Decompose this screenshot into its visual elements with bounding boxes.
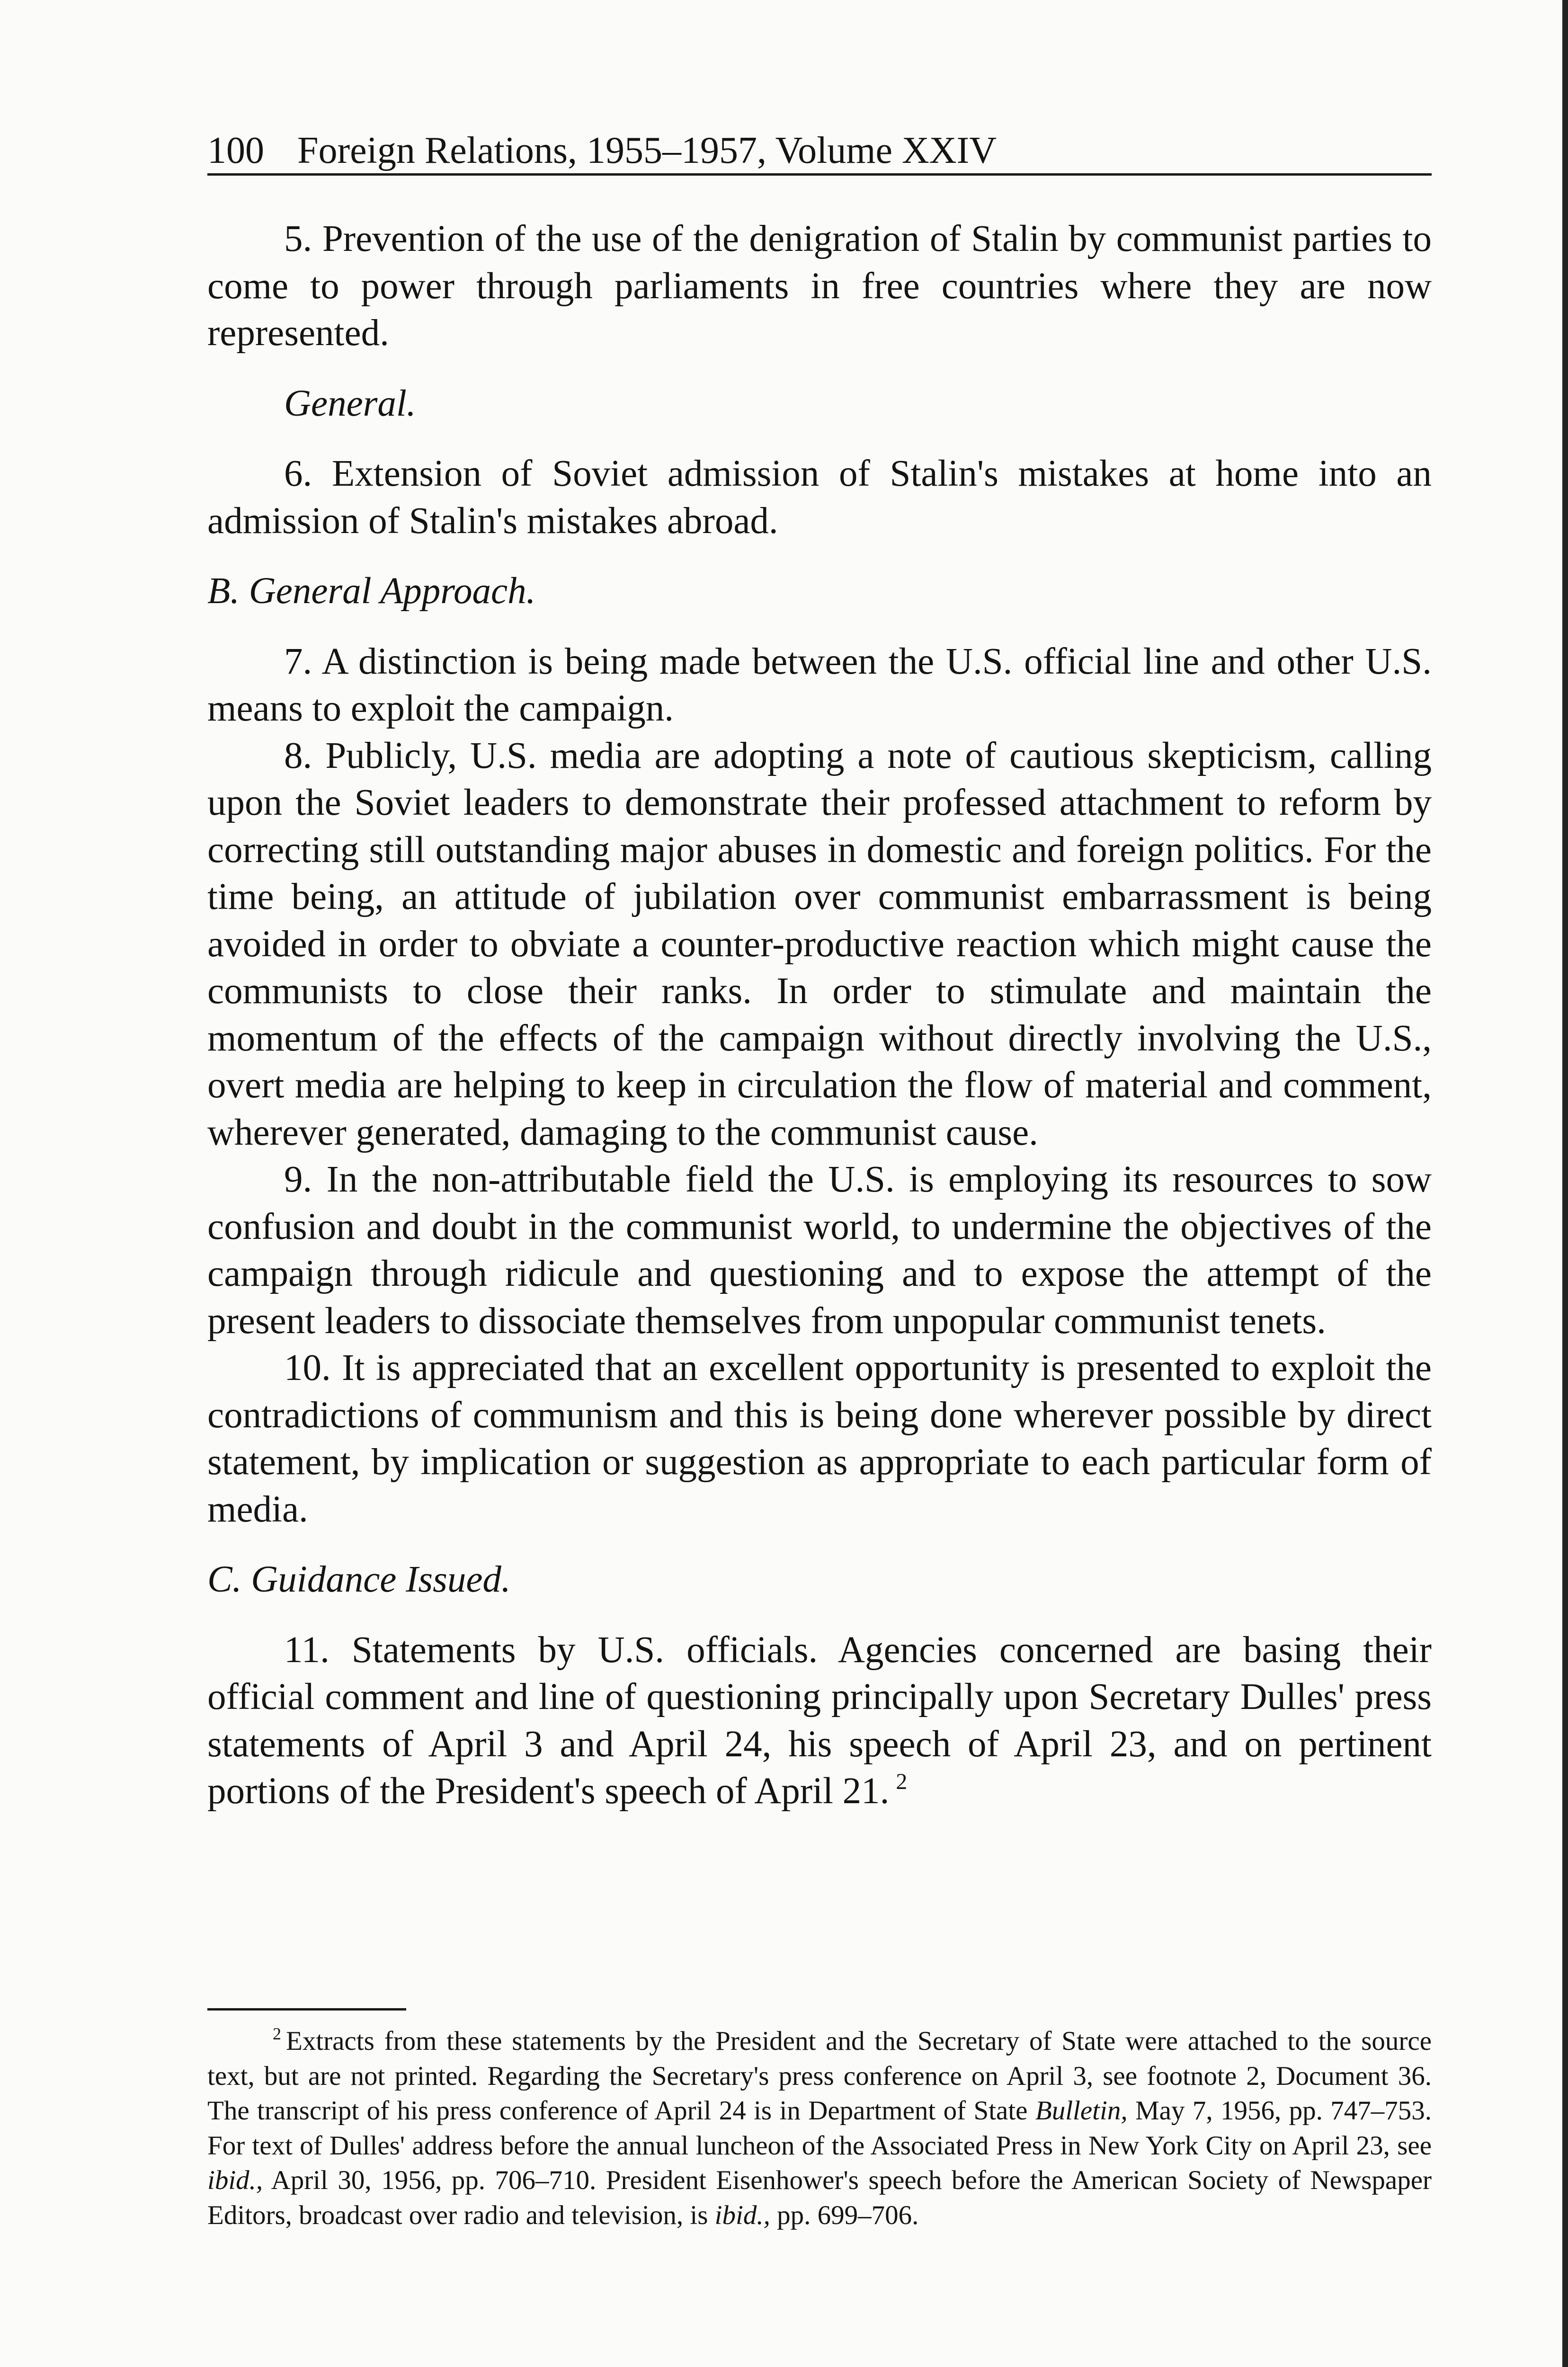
footnote-divider [207, 2008, 406, 2011]
paragraph-11-text: 11. Statements by U.S. officials. Agencies concerned are basing their official comment and line of questioning principally upon Secretary Dulles' press statements of April 3 and April 24, his speech of April 23, and on pertinent portions of the President's speech of April 21. [207, 1629, 1432, 1812]
footnote-ibid-2: ibid., [714, 2200, 770, 2230]
paragraph-5: 5. Prevention of the use of the denigration of Stalin by communist parties to come to power through parliaments in free countries where they are now represented. [207, 218, 1432, 354]
footnote [207, 2024, 1432, 2233]
running-header [207, 128, 1432, 176]
paragraph-8: 8. Publicly, U.S. media are adopting a note of cautious skepticism, calling upon the Soviet leaders to demonstrate their professed attachment to reform by correcting still outstanding major abuses in domestic and foreign politics. For the time being, an attitude of jubilation over communist embarrassment is being avoided in order to obviate a counter-productive reaction which might cause the communists to close their ranks. In order to stimulate and maintain the momentum of the effects of the campaign without directly involving the U.S., overt media are helping to keep in circulation the flow of material and comment, wherever generated, damaging to the communist cause. [207, 735, 1432, 1153]
paragraph-6: 6. Extension of Soviet admission of Stalin's mistakes at home into an admission of Stalin's mistakes abroad. [207, 453, 1432, 542]
paragraph-9: 9. In the non-attributable field the U.S. is employing its resources to sow confusion and doubt in the communist world, to undermine the objectives of the campaign through ridicule and questioning and to expose the attempt of the present leaders to dissociate themselves from unpopular communist tenets. [207, 1159, 1432, 1342]
footnote-text-1: Extracts from these statements by the President and the Secretary of State were attached to the source text, but are not printed. Regarding the Secretary's press conference on April 3, see footnote 2, Document 36. The transcript of his press conference of April 24 is in Department of State [207, 2026, 1432, 2126]
heading-guidance-issued: C. Guidance Issued. [207, 1559, 511, 1600]
running-title: Foreign Relations, 1955–1957, Volume XXIV [297, 130, 997, 171]
heading-general-approach: B. General Approach. [207, 570, 536, 612]
footnote-marker: 2 [273, 2024, 281, 2043]
footnote-bulletin: Bulletin, [1035, 2096, 1128, 2126]
footnote-2 [207, 2024, 1432, 2233]
paragraph-11 [207, 1627, 1432, 1815]
footnote-reference: 2 [896, 1769, 908, 1794]
body-text [207, 215, 1432, 1815]
page-edge [1562, 0, 1568, 2367]
paragraph-7: 7. A distinction is being made between the U.S. official line and other U.S. means to exploit the campaign. [207, 641, 1432, 729]
paragraph-10: 10. It is appreciated that an excellent opportunity is presented to exploit the contradictions of communism and this is being done wherever possible by direct statement, by implication or suggestion as appropriate to each particular form of media. [207, 1347, 1432, 1530]
footnote-text-2: May 7, 1956, pp. 747–753. For text of Dulles' address before the annual luncheon of the Associated Press in New York City on April 23, see [207, 2096, 1432, 2161]
footnote-ibid-1: ibid., [207, 2165, 263, 2195]
heading-general: General. [284, 383, 416, 424]
page-number: 100 [207, 130, 264, 171]
footnote-text-3: April 30, 1956, pp. 706–710. President Eisenhower's speech before the American Society of Newspaper Editors, broadcast over radio and television, is [207, 2165, 1432, 2230]
footnote-text-4: pp. 699–706. [770, 2200, 919, 2230]
